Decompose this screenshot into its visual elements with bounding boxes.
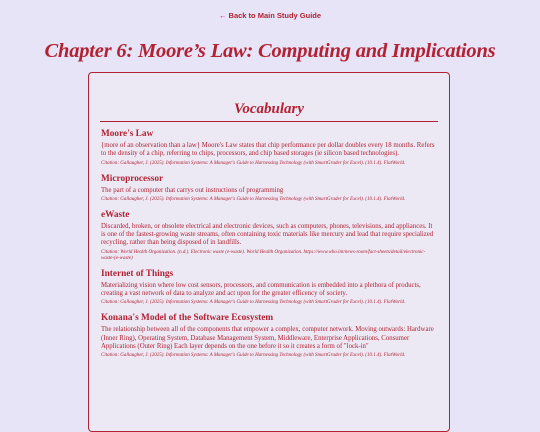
vocab-definition: Discarded, broken, or obsolete electrical and electronic devices, such as computers, phones, televisions, and appliances. It is one of the fastest-growing waste streams, often containing toxic materials like mercury and lead that require specialized recycling, rather than being disposed of in landfills. bbox=[101, 222, 434, 247]
vocab-entry-moores-law bbox=[101, 129, 437, 167]
vocab-citation: Citation: Gallaugher, J. (2025). Information Systems: A Manager's Guide to Harnessing Technology (with SmartGrader for Excel). (10.1.4). FlatWorld. bbox=[101, 300, 406, 306]
vocab-term: Konana's Model of the Software Ecosystem bbox=[101, 313, 274, 324]
vocabulary-list bbox=[89, 129, 449, 359]
vocab-entry-konana-model bbox=[101, 313, 437, 359]
vocab-citation: Citation: Gallaugher, J. (2025). Information Systems: A Manager's Guide to Harnessing Technology (with SmartGrader for Excel). (10.1.4). FlatWorld. bbox=[101, 160, 406, 166]
vocab-term: Internet of Things bbox=[101, 268, 174, 279]
vocab-entry-microprocessor bbox=[101, 174, 437, 203]
vocab-citation: Citation: Gallaugher, J. (2025). Information Systems: A Manager's Guide to Harnessing Technology (with SmartGrader for Excel). (10.1.4). FlatWorld. bbox=[101, 196, 406, 202]
back-to-study-guide-link[interactable]: ← Back to Main Study Guide bbox=[218, 11, 322, 20]
vocab-term: Microprocessor bbox=[101, 173, 164, 184]
vocab-definition: {more of an observation than a law} Moore's Law states that chip performance per dollar doubles every 18 months. Refers to the density of a chip, referring to chips, processors, and chip based storages (ie silicon based technologies). bbox=[101, 142, 435, 158]
vocab-definition: The relationship between all of the components that empower a complex, computer network. Moving outwards: Hardware (Inner Ring), Operating System, Database Management System, Middleware, Enterprise Applications, Consumer Applications (Outer Ring) Each layer depends on the one before it so it creates a form of "lock-in" bbox=[101, 326, 434, 350]
vocabulary-heading: Vocabulary bbox=[100, 101, 438, 122]
vocab-term: eWaste bbox=[101, 209, 130, 220]
vocab-definition: Materializing vision where low cost sensors, processors, and communication is embedded into a plethora of products, creating a vast network of data to analyze and act upon for the greater efficency of society. bbox=[101, 281, 421, 298]
vocab-entry-internet-of-things bbox=[101, 269, 437, 307]
vocab-definition: The part of a computer that carrys out instructions of programming bbox=[101, 186, 284, 194]
vocab-citation: Citation: World Health Organization. (n.d.). Electronic waste (e-waste). World Health Organization. https://www.who.int/news-room/fact-sheets/detail/electronic-waste-(e-waste) bbox=[101, 249, 426, 261]
vocab-entry-ewaste bbox=[101, 210, 437, 262]
page-title: Chapter 6: Moore’s Law: Computing and Implications bbox=[44, 40, 496, 62]
vocab-citation: Citation: Gallaugher, J. (2025). Information Systems: A Manager's Guide to Harnessing Technology (with SmartGrader for Excel). (10.1.4). FlatWorld. bbox=[101, 353, 406, 359]
vocabulary-card bbox=[88, 72, 450, 432]
vocab-term: Moore's Law bbox=[101, 129, 154, 139]
